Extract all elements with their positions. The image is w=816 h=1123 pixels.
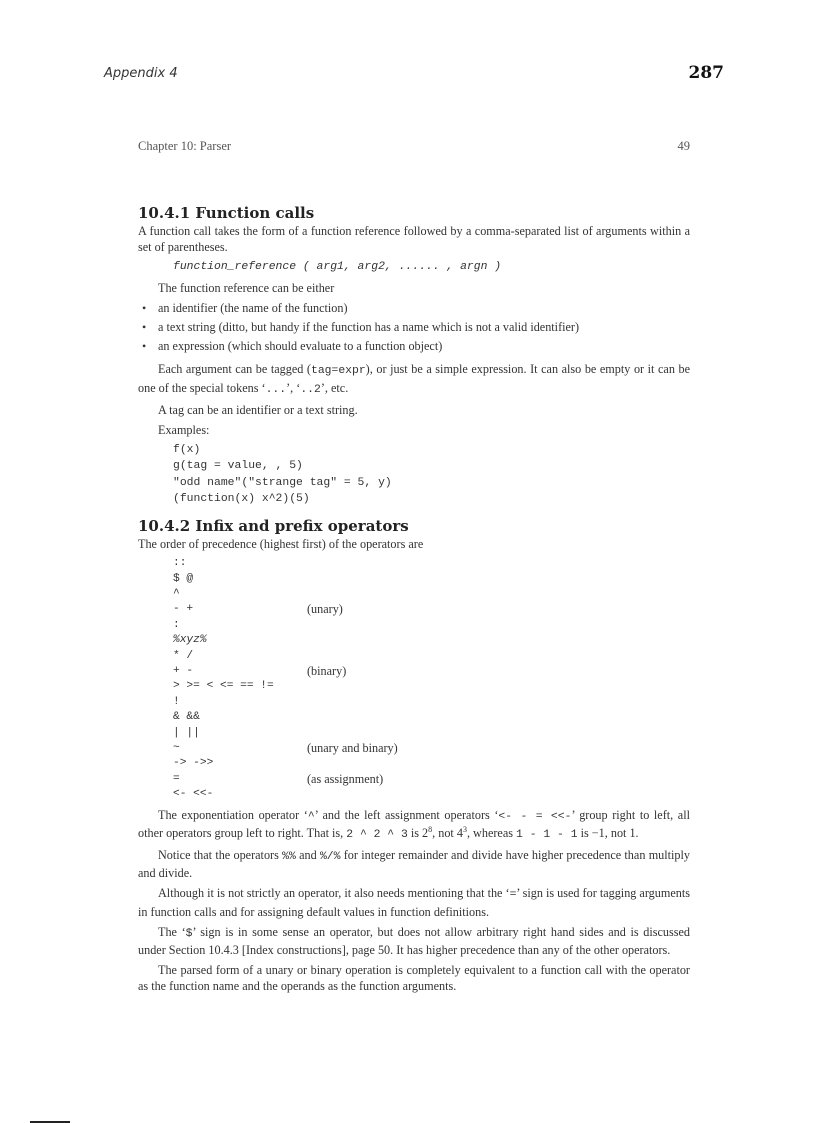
code-example: (function(x) x^2)(5) xyxy=(173,492,310,505)
operator-row: & && xyxy=(173,711,200,724)
section-heading-function-calls: 10.4.1 Function calls xyxy=(138,204,315,222)
paragraph: Examples: xyxy=(158,423,210,438)
paragraph: Although it is not strictly an operator, it also needs mentioning that the ‘=’ sign is used for tagging arguments in function calls and for assigning default values in function definitions. xyxy=(138,886,690,919)
book-page-number: 287 xyxy=(688,63,724,83)
operator-row: - + (unary) xyxy=(173,602,343,617)
operator-row: : xyxy=(173,618,180,631)
operator-row: * / xyxy=(173,649,194,662)
list-item: • an identifier (the name of the function) xyxy=(138,300,690,316)
paragraph: The parsed form of a unary or binary operation is completely equivalent to a function call with the operator as the function name and the operands as the function arguments. xyxy=(138,963,690,994)
operator-row: <- <<- xyxy=(173,788,214,801)
paragraph: The ‘$’ sign is in some sense an operator, but does not allow arbitrary right hand sides and is discussed under Section 10.4.3 [Index constructions], page 50. It has higher precedence than any of the other operators. xyxy=(138,924,690,957)
paragraph: Notice that the operators %% and %/% for integer remainder and divide have higher precedence than multiply and divide. xyxy=(138,847,690,881)
operator-row: = (as assignment) xyxy=(173,771,384,786)
paragraph: The exponentiation operator ‘^’ and the left assignment operators ‘<- - = <<-’ group right to left, all other operators group left to right. That is, 2 ^ 2 ^ 3 is $2^8$, not $4^3$, whereas 1 - 1 - 1 is −1, not 1. xyxy=(138,807,690,841)
book-header-left: Appendix 4 xyxy=(104,66,178,81)
list-item: • a text string (ditto, but handy if the function has a name which is not a valid identifier) xyxy=(138,319,690,335)
section-heading-operators: 10.4.2 Infix and prefix operators xyxy=(138,517,409,536)
running-header-chapter: Chapter 10: Parser xyxy=(138,139,232,153)
running-header-page: 49 xyxy=(677,139,690,153)
list-item: • an expression (which should evaluate to a function object) xyxy=(138,338,690,354)
operator-row: > >= < <= == != xyxy=(173,680,274,693)
code-example: g(tag = value, , 5) xyxy=(173,460,303,473)
operator-row: ^ xyxy=(173,588,180,601)
operator-row: $ @ xyxy=(173,572,194,585)
bullet-list xyxy=(138,300,690,355)
paragraph: Each argument can be tagged (tag=expr), or just be a simple expression. It can also be empty or it can be one of the special tokens ‘...’, ‘..2’, etc. xyxy=(138,362,690,396)
code-example: f(x) xyxy=(173,444,201,457)
operator-row: | || xyxy=(173,726,200,739)
paragraph: A tag can be an identifier or a text string. xyxy=(158,402,358,417)
operator-row: + - (binary) xyxy=(173,663,347,678)
paragraph: The order of precedence (highest first) of the operators are xyxy=(138,537,424,552)
operator-row: %xyz% xyxy=(173,634,207,647)
code-example: "odd name"("strange tag" = 5, y) xyxy=(173,476,392,489)
operator-row: :: xyxy=(173,557,187,570)
syntax-line: function_reference ( arg1, arg2, ...... , argn ) xyxy=(173,261,502,274)
operator-row: -> ->> xyxy=(173,757,214,770)
operator-row: ! xyxy=(173,695,180,708)
paragraph: A function call takes the form of a function reference followed by a comma-separated list of arguments within a set of parentheses. xyxy=(138,224,690,255)
paragraph: The function reference can be either xyxy=(158,280,335,295)
operator-table xyxy=(138,556,690,802)
page-body xyxy=(138,203,690,995)
operator-row: ~ (unary and binary) xyxy=(173,740,398,755)
